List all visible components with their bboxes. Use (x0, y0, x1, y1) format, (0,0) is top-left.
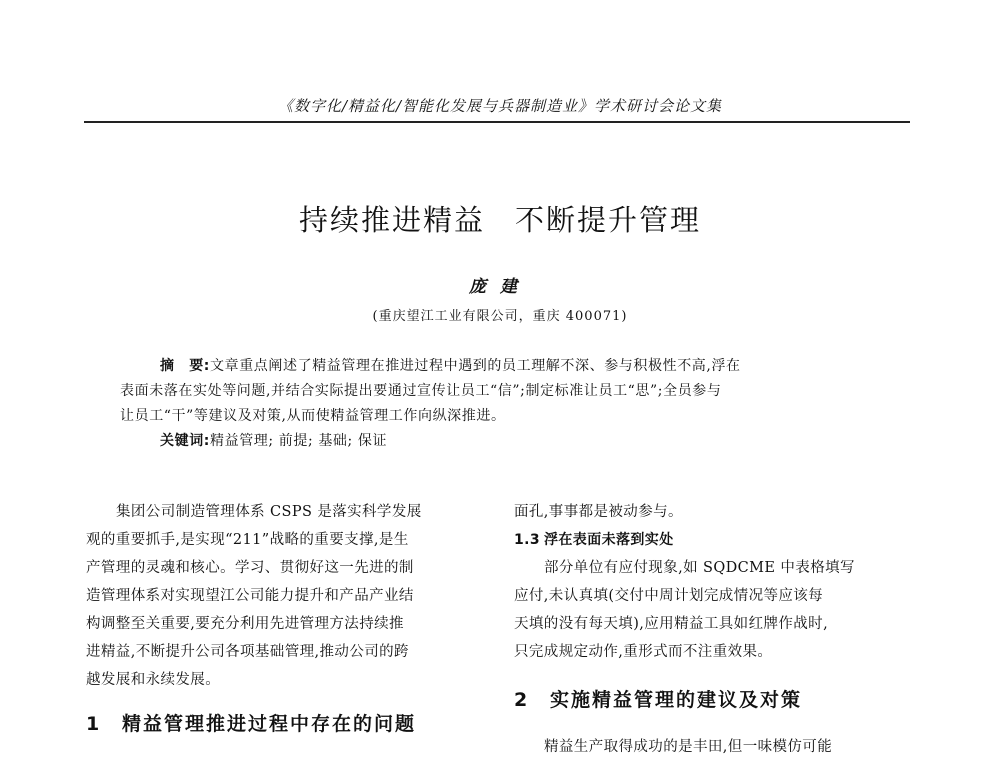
section-heading-1 (86, 710, 416, 738)
keywords-label: 关键词: (160, 433, 210, 449)
title-part-2: 不断提升管理 (515, 203, 702, 237)
abstract-text-1: 文章重点阐述了精益管理在推进过程中遇到的员工理解不深、参与积极性不高,浮在 (210, 358, 741, 374)
right-line-2: 应付,未认真填(交付中周计划完成情况等应该每 (514, 588, 824, 604)
abstract-label: 摘 要: (160, 358, 210, 374)
left-column (86, 498, 478, 735)
header-rule (84, 121, 910, 123)
keywords-line (120, 429, 875, 454)
left-line-5: 构调整至关重要,要充分利用先进管理方法持续推 (86, 616, 404, 632)
subsection-title: 浮在表面未落到实处 (544, 532, 674, 548)
abstract-line-2: 表面未落在实处等问题,并结合实际提出要通过宣传让员工“信”;制定标准让员工“思”;全员参与 (120, 383, 722, 399)
left-line-1: 集团公司制造管理体系 CSPS 是落实科学发展 (116, 504, 422, 520)
affiliation: (重庆望江工业有限公司，重庆 400071) (372, 309, 628, 324)
right-line-1: 部分单位有应付现象,如 SQDCME 中表格填写 (544, 560, 855, 576)
paper-title (0, 198, 1000, 239)
proceedings-header: 《数字化/精益化/智能化发展与兵器制造业》学术研讨会论文集 (277, 97, 723, 115)
left-line-4: 造管理体系对实现望江公司能力提升和产品产业结 (86, 588, 414, 604)
abstract (120, 354, 875, 454)
right-line-0: 面孔,事事都是被动参与。 (514, 504, 683, 520)
title-part-1: 持续推进精益 (298, 203, 485, 237)
right-column (514, 498, 914, 755)
left-line-3: 产管理的灵魂和核心。学习、贯彻好这一先进的制 (86, 560, 414, 576)
abstract-line-1 (120, 354, 875, 379)
right-line-4: 只完成规定动作,重形式而不注重效果。 (514, 644, 773, 660)
left-line-6: 进精益,不断提升公司各项基础管理,推动公司的跨 (86, 644, 409, 660)
author: 庞建 (469, 277, 531, 297)
left-line-7: 越发展和永续发展。 (86, 672, 221, 688)
section-2-title: 实施精益管理的建议及对策 (550, 689, 803, 711)
keywords-text: 精益管理; 前提; 基础; 保证 (210, 433, 388, 449)
section-1-title: 精益管理推进过程中存在的问题 (122, 713, 417, 735)
section-1-number: 1 (86, 713, 102, 735)
left-line-2: 观的重要抓手,是实现“211”战略的重要支撑,是生 (86, 532, 409, 548)
section-heading-2 (514, 686, 802, 714)
subsection-number: 1.3 (514, 532, 541, 548)
section-2-number: 2 (514, 689, 530, 711)
subsection-heading-1-3 (514, 526, 914, 554)
right-line-after: 精益生产取得成功的是丰田,但一味模仿可能 (544, 739, 833, 755)
abstract-line-3: 让员工“干”等建议及对策,从而使精益管理工作向纵深推进。 (120, 408, 506, 424)
right-line-3: 天填的没有每天填),应用精益工具如红牌作战时, (514, 616, 829, 632)
